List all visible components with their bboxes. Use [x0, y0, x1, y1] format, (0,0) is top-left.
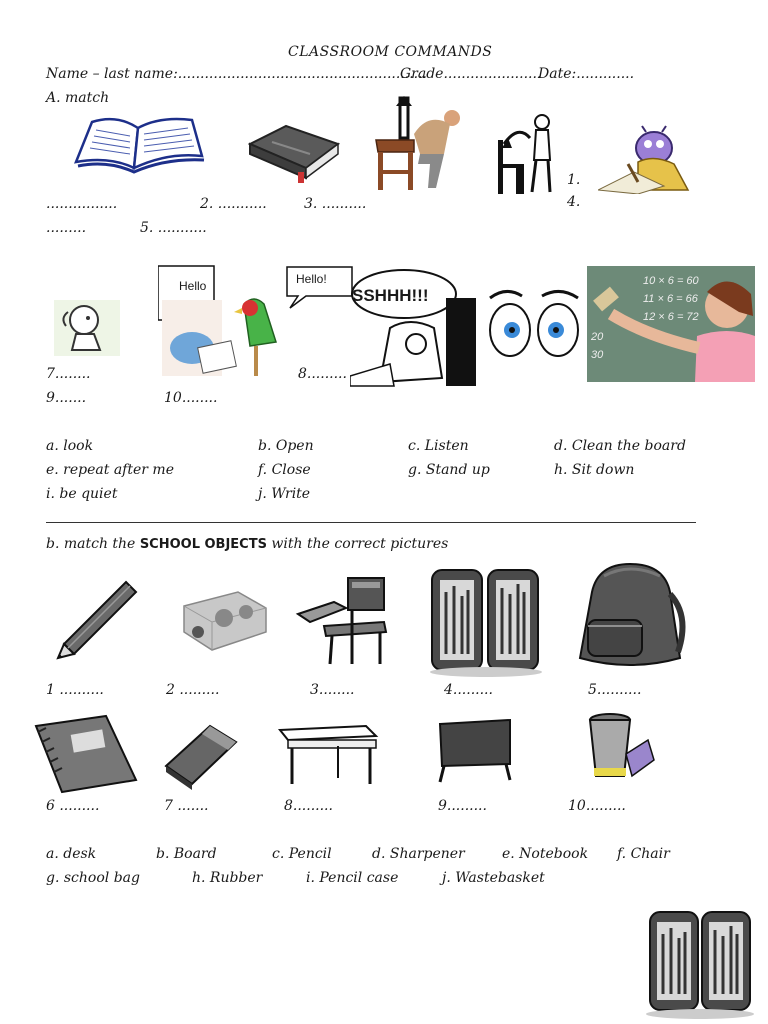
- board-picture: [434, 718, 514, 784]
- object-number-3: 3........: [310, 682, 355, 698]
- object-number-2: 2 .........: [166, 682, 220, 698]
- rubber-picture: [162, 720, 240, 792]
- command-g: g. Stand up: [408, 462, 490, 478]
- command-e: e. repeat after me: [46, 462, 174, 478]
- label-1: 1.: [567, 172, 581, 188]
- label-2: 2. ...........: [200, 196, 267, 212]
- chalk-line-2: 11 × 6 = 66: [643, 293, 698, 305]
- desk-picture: [276, 722, 380, 788]
- object-number-9: 9.........: [438, 798, 487, 814]
- label-4: 4.: [567, 194, 581, 210]
- part-b-heading: [46, 536, 448, 552]
- clean-board-picture: [587, 266, 755, 382]
- speech-bubble-shhh: SSHHH!!!: [352, 286, 429, 305]
- part-b-suffix: with the correct pictures: [271, 536, 449, 552]
- command-i: i. be quiet: [46, 486, 118, 502]
- name-field[interactable]: Name – last name:........................................................: [46, 66, 427, 82]
- object-number-7: 7 .......: [164, 798, 209, 814]
- command-h: h. Sit down: [554, 462, 635, 478]
- date-field[interactable]: Date:.............: [538, 66, 635, 82]
- label-9: 9.......: [46, 390, 87, 406]
- worksheet-title: CLASSROOM COMMANDS: [288, 44, 493, 60]
- chalk-line-1: 10 × 6 = 60: [643, 275, 699, 287]
- object-number-1: 1 ..........: [46, 682, 104, 698]
- school-bag-picture: [570, 562, 688, 672]
- object-j: j. Wastebasket: [442, 870, 545, 886]
- part-b-bold: SCHOOL OBJECTS: [139, 537, 267, 552]
- object-e: e. Notebook: [502, 846, 589, 862]
- speech-bubble-hello-2: Hello!: [296, 272, 327, 286]
- wastebasket-picture: [586, 710, 656, 786]
- section-divider: [46, 522, 696, 523]
- label-7: 7........: [46, 366, 91, 382]
- command-d: d. Clean the board: [554, 438, 686, 454]
- part-a-heading: A. match: [46, 90, 110, 106]
- object-d: d. Sharpener: [372, 846, 465, 862]
- object-a: a. desk: [46, 846, 97, 862]
- object-number-5: 5..........: [588, 682, 642, 698]
- label-10: 10........: [164, 390, 218, 406]
- object-number-6: 6 .........: [46, 798, 100, 814]
- notebook-picture: [32, 714, 140, 794]
- sit-down-picture: [494, 114, 560, 196]
- chalk-line-4: 20: [591, 331, 604, 343]
- label-3: 3. ..........: [304, 196, 367, 212]
- pencil-picture: [48, 578, 140, 660]
- label-blank-4: .........: [46, 220, 87, 236]
- pencil-case-picture: [424, 562, 548, 678]
- open-book-picture: [72, 112, 206, 174]
- label-5: 5. ...........: [140, 220, 207, 236]
- command-a: a. look: [46, 438, 94, 454]
- chalk-line-3: 12 × 6 = 72: [643, 311, 699, 323]
- object-number-8: 8.........: [284, 798, 333, 814]
- eyes-picture: [484, 286, 584, 376]
- object-number-4: 4.........: [444, 682, 493, 698]
- grade-field[interactable]: Grade......................: [400, 66, 542, 82]
- object-f: f. Chair: [617, 846, 670, 862]
- write-picture: [598, 124, 694, 194]
- command-b: b. Open: [258, 438, 314, 454]
- part-b-prefix: b. match the: [46, 536, 136, 552]
- chair-picture: [294, 574, 392, 666]
- label-blank-1: ................: [46, 196, 118, 212]
- command-j: j. Write: [258, 486, 311, 502]
- listen-picture: [54, 300, 120, 356]
- object-h: h. Rubber: [192, 870, 263, 886]
- sharpener-picture: [178, 588, 270, 652]
- pencil-case-decoration: [642, 906, 760, 1020]
- stand-up-picture: [374, 96, 466, 194]
- label-8: 8.........: [298, 366, 347, 382]
- object-g: g. school bag: [46, 870, 140, 886]
- object-i: i. Pencil case: [306, 870, 399, 886]
- command-f: f. Close: [258, 462, 311, 478]
- object-number-10: 10.........: [568, 798, 626, 814]
- closed-book-picture: [248, 124, 340, 184]
- command-c: c. Listen: [408, 438, 469, 454]
- speech-bubble-hello: Hello: [179, 279, 207, 293]
- object-c: c. Pencil: [272, 846, 332, 862]
- chalk-line-5: 30: [591, 349, 604, 361]
- object-b: b. Board: [156, 846, 217, 862]
